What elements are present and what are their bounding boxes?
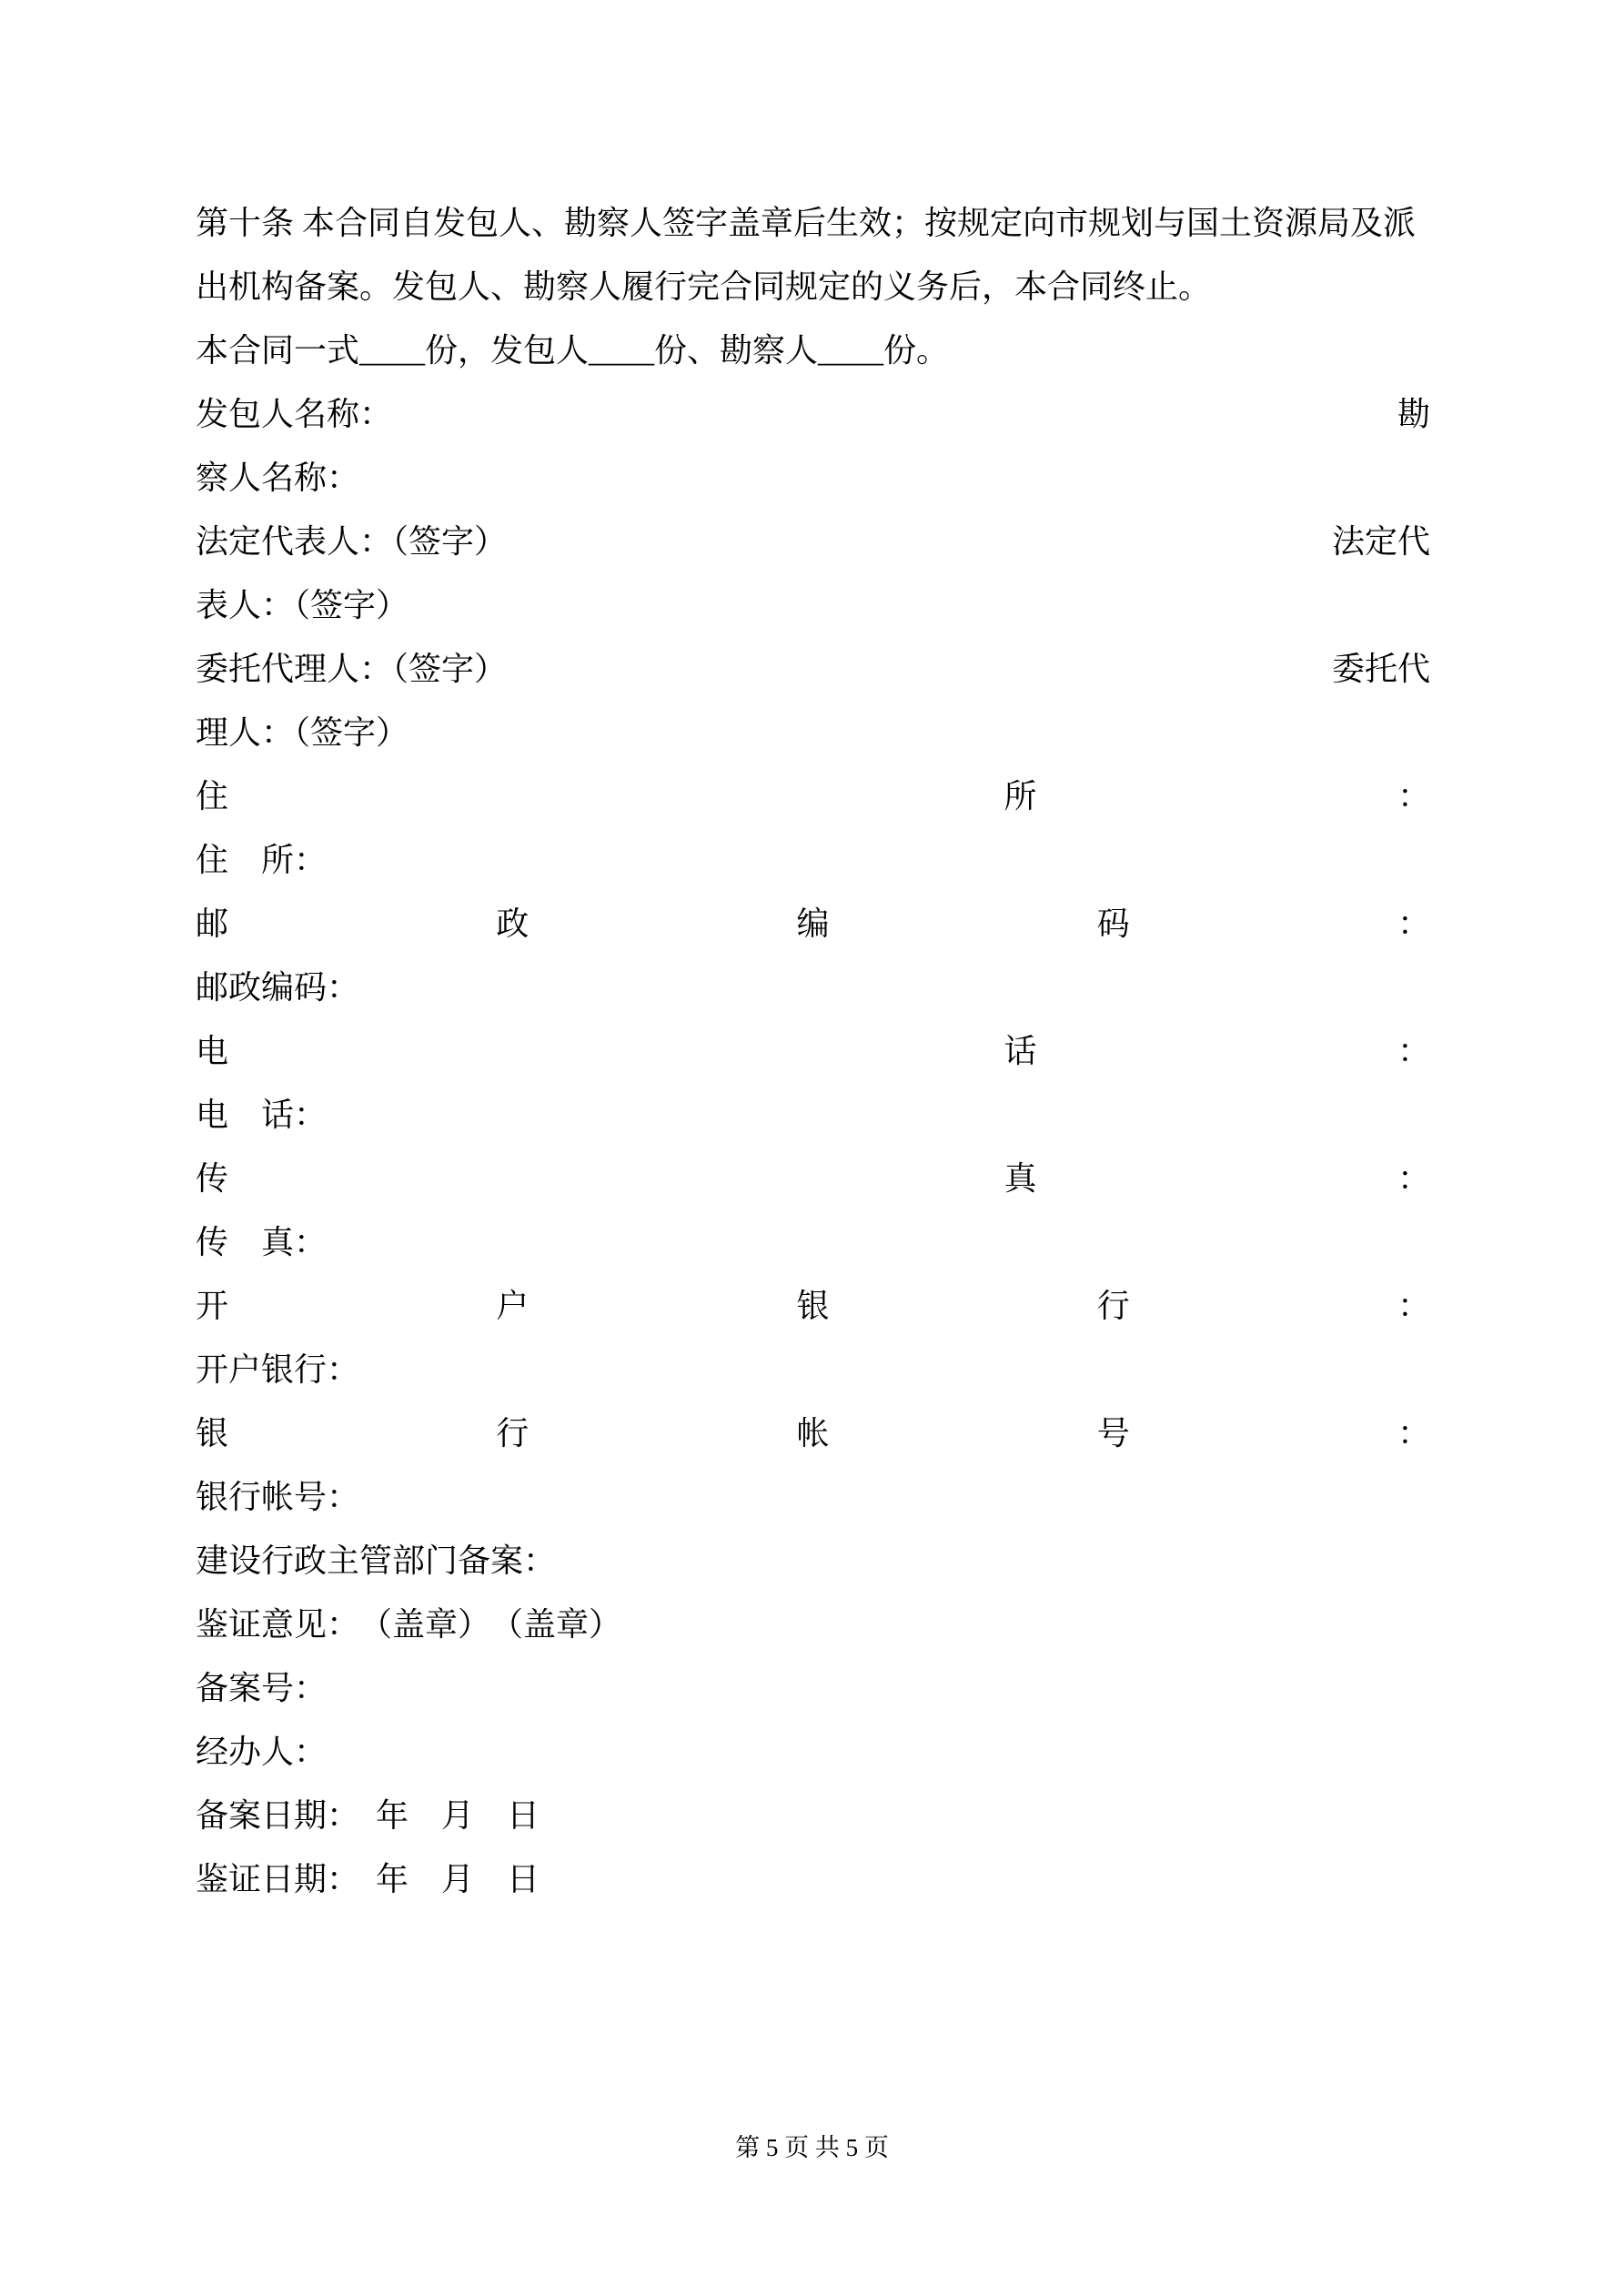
agent-line <box>196 637 1430 701</box>
copies-count-line: 本合同一式____份，发包人____份、勘察人____份。 <box>196 332 950 369</box>
postal-char-3: 编 <box>796 905 830 942</box>
account-char-4: 号 <box>1096 1415 1130 1451</box>
legal-rep-wrap-rest: 表人：（签字） <box>196 587 409 623</box>
spacer <box>228 764 1004 828</box>
account-char-3: 帐 <box>796 1415 830 1451</box>
residence-spread-line <box>196 764 1430 828</box>
contract-body <box>196 191 1430 1911</box>
account-char-1: 银 <box>196 1415 229 1451</box>
fax-label-line: 传 真： <box>196 1224 328 1260</box>
legal-rep-label: 法定代表人：（签字） <box>196 523 508 560</box>
authority-filing-line: 建设行政主管部门备案： <box>196 1542 557 1579</box>
attestation-opinion-line: 鉴证意见： （盖章） （盖章） <box>196 1606 622 1643</box>
account-label-line: 银行帐号： <box>196 1479 360 1515</box>
employer-name-label: 发包人名称： <box>196 396 393 432</box>
attestation-date-line: 鉴证日期： 年 月 日 <box>196 1861 540 1897</box>
bank-char-3: 银 <box>796 1288 830 1324</box>
residence-char-1: 住 <box>196 778 229 814</box>
phone-colon: ： <box>1397 1033 1430 1069</box>
clause10-line-2: 出机构备案。发包人、勘察人履行完合同规定的义务后，本合同终止。 <box>196 268 1212 305</box>
spacer <box>228 1019 1004 1083</box>
postal-char-2: 政 <box>496 905 530 942</box>
account-colon: ： <box>1397 1415 1430 1451</box>
phone-spread-line <box>196 1019 1430 1083</box>
account-spread-line <box>196 1401 1430 1465</box>
bank-label-line: 开户银行： <box>196 1351 360 1388</box>
postal-code-spread-line <box>196 892 1430 956</box>
fax-colon: ： <box>1397 1160 1430 1197</box>
postal-char-1: 邮 <box>196 905 229 942</box>
agent-wrap-first: 委托代 <box>1331 651 1430 687</box>
fax-spread-line <box>196 1147 1430 1210</box>
spacer <box>1036 1019 1397 1083</box>
clause10-line-1: 第十条 本合同自发包人、勘察人签字盖章后生效；按规定向市规划与国土资源局及派 <box>196 205 1417 241</box>
bank-colon: ： <box>1397 1288 1430 1324</box>
residence-char-2: 所 <box>1004 778 1037 814</box>
filing-number-line: 备案号： <box>196 1670 328 1706</box>
bank-char-2: 户 <box>496 1288 530 1324</box>
phone-char-1: 电 <box>196 1033 229 1069</box>
filing-date-line: 备案日期： 年 月 日 <box>196 1797 540 1834</box>
fax-char-2: 真 <box>1004 1160 1037 1197</box>
employer-name-line <box>196 382 1430 446</box>
surveyor-name-wrap-rest: 察人名称： <box>196 460 360 496</box>
postal-char-4: 码 <box>1096 905 1130 942</box>
fax-char-1: 传 <box>196 1160 229 1197</box>
surveyor-name-wrap-first: 勘 <box>1397 396 1430 432</box>
legal-rep-wrap-first: 法定代 <box>1331 523 1430 560</box>
page-number-footer: 第 5 页 共 5 页 <box>735 2134 889 2161</box>
spacer <box>1036 764 1397 828</box>
bank-char-4: 行 <box>1096 1288 1130 1324</box>
bank-spread-line <box>196 1274 1430 1338</box>
phone-label-line: 电 话： <box>196 1097 328 1133</box>
spacer <box>228 1147 1004 1210</box>
agent-label: 委托代理人：（签字） <box>196 651 508 687</box>
handler-line: 经办人： <box>196 1734 328 1770</box>
postal-colon: ： <box>1397 905 1430 942</box>
bank-char-1: 开 <box>196 1288 229 1324</box>
residence-colon: ： <box>1397 778 1430 814</box>
spacer <box>1036 1147 1397 1210</box>
postal-code-label-line: 邮政编码： <box>196 969 360 1006</box>
residence-label-line: 住 所： <box>196 842 328 878</box>
agent-wrap-rest: 理人：（签字） <box>196 714 409 751</box>
phone-char-2: 话 <box>1004 1033 1037 1069</box>
account-char-2: 行 <box>496 1415 530 1451</box>
legal-rep-line <box>196 510 1430 573</box>
